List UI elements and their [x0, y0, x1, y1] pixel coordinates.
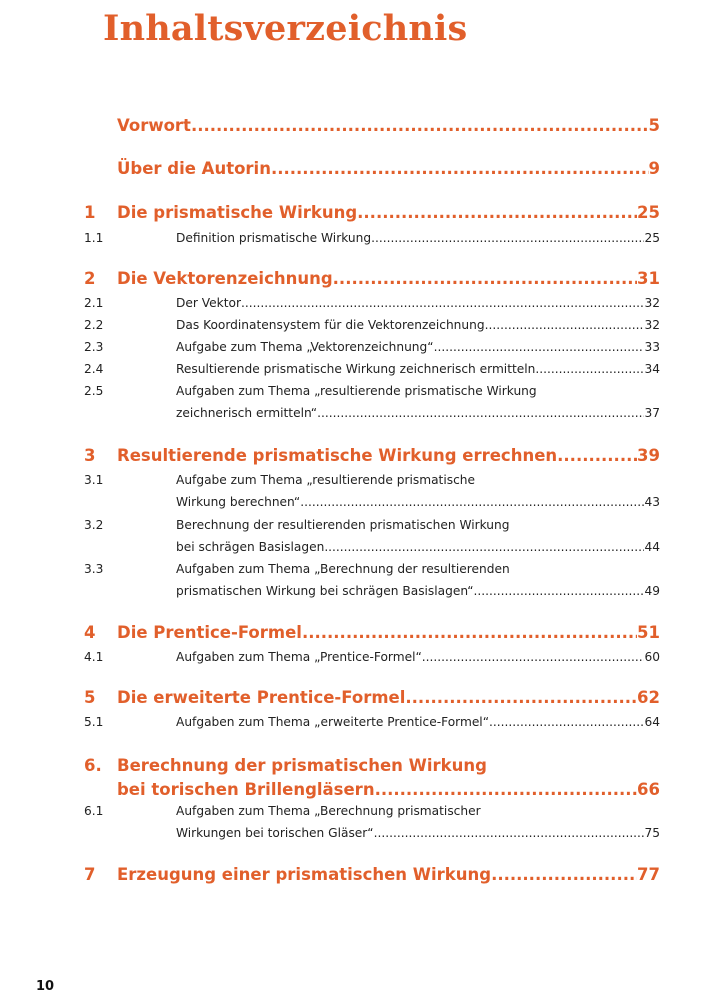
toc-leader	[317, 402, 644, 424]
toc-label: Erzeugung einer prismatischen Wirkung	[117, 865, 492, 884]
toc-number: 2.2	[84, 318, 104, 332]
toc-number: 6.1	[84, 804, 104, 818]
toc-number: 4.1	[84, 650, 104, 664]
toc-number: 4	[84, 623, 96, 642]
toc-label-line1: Aufgabe zum Thema „resultierende prismatische	[176, 473, 475, 487]
toc-number: 2.5	[84, 384, 104, 398]
toc-page: 39	[637, 446, 660, 465]
toc-page: 5	[648, 116, 660, 135]
toc-leader	[422, 646, 645, 668]
toc-section-4-1[interactable]	[84, 646, 660, 668]
toc-page: 25	[644, 231, 660, 245]
toc-page: 34	[644, 362, 660, 376]
page-title: Inhaltsverzeichnis	[103, 8, 468, 49]
toc-chapter-7[interactable]	[84, 865, 660, 884]
toc-entry-vorwort[interactable]	[84, 116, 660, 135]
toc-page: 37	[644, 406, 660, 420]
toc-label-line1: Aufgaben zum Thema „Berechnung der resultierenden	[176, 562, 510, 576]
toc-number: 6.	[84, 756, 102, 775]
toc-page: 33	[644, 340, 660, 354]
toc-label: Definition prismatische Wirkung	[176, 231, 372, 245]
toc-entry-autorin[interactable]	[84, 159, 660, 178]
toc-label: Die Prentice-Formel	[117, 623, 302, 642]
toc-chapter-4[interactable]	[84, 623, 660, 642]
toc-label: Aufgabe zum Thema „Vektorenzeichnung“	[176, 340, 434, 354]
toc-section-5-1[interactable]	[84, 711, 660, 733]
toc-number: 2.1	[84, 296, 104, 310]
toc-label: Die Vektorenzeichnung	[117, 269, 333, 288]
toc-page: 62	[637, 688, 660, 707]
toc-number: 5	[84, 688, 96, 707]
toc-page: 9	[648, 159, 660, 178]
toc-label-line1: Aufgaben zum Thema „Berechnung prismatischer	[176, 804, 481, 818]
toc-page: 49	[644, 584, 660, 598]
toc-label-line1: Aufgaben zum Thema „resultierende prismatische Wirkung	[176, 384, 537, 398]
toc-leader	[191, 116, 649, 135]
toc-leader	[300, 491, 644, 513]
toc-label: Vorwort	[117, 116, 191, 135]
toc-section-2-4[interactable]	[84, 358, 660, 380]
toc-label: Wirkungen bei torischen Gläser“	[176, 826, 374, 840]
toc-label-line1: Berechnung der prismatischen Wirkung	[117, 756, 487, 775]
toc-leader	[271, 159, 649, 178]
toc-chapter-3[interactable]	[84, 446, 660, 465]
toc-label: Resultierende prismatische Wirkung errechnen	[117, 446, 558, 465]
toc-leader	[535, 358, 644, 380]
toc-number: 1.1	[84, 231, 104, 245]
toc-leader	[333, 269, 637, 288]
toc-chapter-5[interactable]	[84, 688, 660, 707]
toc-leader	[489, 711, 644, 733]
toc-number: 2.4	[84, 362, 104, 376]
toc-leader	[485, 314, 645, 336]
toc-leader	[302, 623, 637, 642]
toc-section-2-2[interactable]	[84, 314, 660, 336]
toc-page: 43	[644, 495, 660, 509]
toc-leader	[434, 336, 645, 358]
toc-page: 31	[637, 269, 660, 288]
toc-label: zeichnerisch ermitteln“	[176, 406, 318, 420]
toc-page: 64	[644, 715, 660, 729]
toc-page: 32	[644, 318, 660, 332]
toc-label-line1: Berechnung der resultierenden prismatischen Wirkung	[176, 518, 510, 532]
toc-number: 2.3	[84, 340, 104, 354]
toc-number: 2	[84, 269, 96, 288]
toc-number: 3.2	[84, 518, 104, 532]
toc-page: 60	[644, 650, 660, 664]
toc-label: Resultierende prismatische Wirkung zeichnerisch ermitteln	[176, 362, 536, 376]
toc-leader	[405, 688, 637, 707]
toc-section-2-3[interactable]	[84, 336, 660, 358]
toc-page: 44	[644, 540, 660, 554]
toc-page: 51	[637, 623, 660, 642]
toc-number: 3.1	[84, 473, 104, 487]
toc-section-2-1[interactable]	[84, 292, 660, 314]
toc-label: Aufgaben zum Thema „Prentice-Formel“	[176, 650, 422, 664]
toc-leader	[491, 865, 637, 884]
toc-label: prismatischen Wirkung bei schrägen Basislagen“	[176, 584, 474, 598]
toc-leader	[241, 292, 645, 314]
toc-label: bei schrägen Basislagen	[176, 540, 325, 554]
toc-label: Das Koordinatensystem für die Vektorenzeichnung	[176, 318, 485, 332]
toc-section-6-1[interactable]	[84, 800, 660, 844]
toc-section-3-3[interactable]	[84, 558, 660, 602]
toc-section-3-2[interactable]	[84, 514, 660, 558]
toc-leader	[375, 778, 637, 802]
toc-label: bei torischen Brillengläsern	[117, 780, 375, 799]
toc-number: 7	[84, 865, 96, 884]
toc-chapter-2[interactable]	[84, 269, 660, 288]
toc-label: Wirkung berechnen“	[176, 495, 301, 509]
toc-label: Die prismatische Wirkung	[117, 203, 358, 222]
toc-leader	[557, 446, 637, 465]
toc-number: 3.3	[84, 562, 104, 576]
toc-number: 5.1	[84, 715, 104, 729]
toc-leader	[371, 227, 644, 249]
toc-label: Über die Autorin	[117, 159, 271, 178]
toc-page: 75	[644, 826, 660, 840]
toc-page: 77	[637, 865, 660, 884]
toc-chapter-1[interactable]	[84, 203, 660, 222]
toc-leader	[474, 580, 645, 602]
toc-section-2-5[interactable]	[84, 380, 660, 424]
toc-page: 32	[644, 296, 660, 310]
toc-number: 1	[84, 203, 96, 222]
toc-label: Der Vektor	[176, 296, 241, 310]
toc-label: Die erweiterte Prentice-Formel	[117, 688, 406, 707]
page-number: 10	[36, 979, 55, 994]
toc-leader	[324, 536, 644, 558]
toc-section-1-1[interactable]	[84, 227, 660, 249]
toc-leader	[374, 822, 645, 844]
toc-number: 3	[84, 446, 96, 465]
toc-leader	[357, 203, 637, 222]
toc-section-3-1[interactable]	[84, 469, 660, 513]
toc-label: Aufgaben zum Thema „erweiterte Prentice-Formel“	[176, 715, 490, 729]
toc-chapter-6[interactable]	[84, 754, 660, 802]
toc-page: 66	[637, 780, 660, 799]
toc-page: 25	[637, 203, 660, 222]
